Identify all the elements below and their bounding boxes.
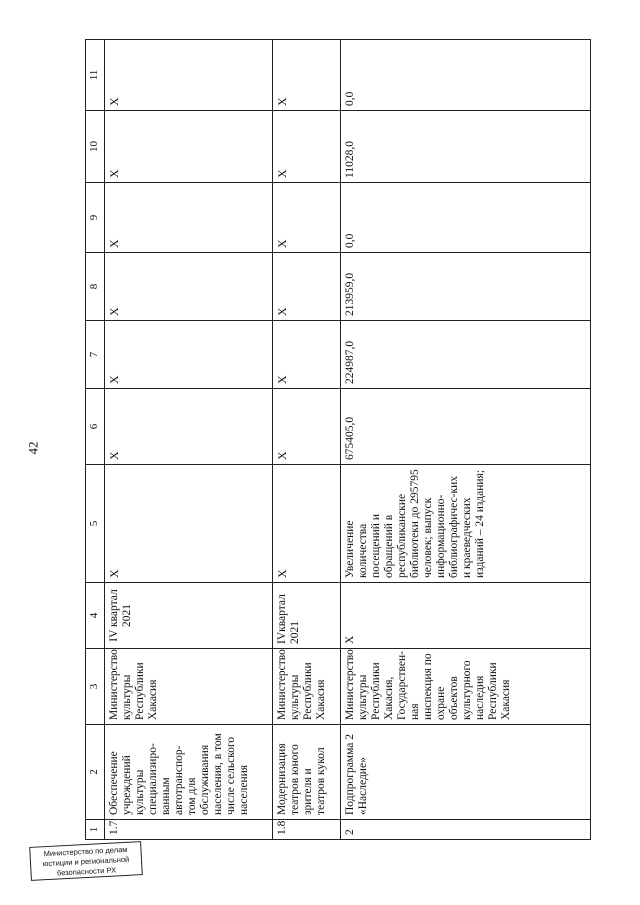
row-number: 2 [341,820,591,840]
stamp-line: юстиции и региональной [42,854,130,869]
responsible-executor: Министерство культуры Республики Хакасия [273,649,341,725]
responsible-executor: Министерство культуры Республики Хакасия, Государствен-ная инспекция по охране объектов культурного наследия Республики Хакасия [341,649,591,725]
header-row [86,40,105,840]
value-cell: 11028,0 [341,111,591,183]
value-cell: 213959,0 [341,253,591,321]
value-cell: Х [273,40,341,111]
responsible-executor: Министерство культуры Республики Хакасия [105,649,273,725]
row-number: 1.8 [273,820,341,840]
header-cell: 11 [86,40,105,111]
rotated-table-wrapper [85,40,585,840]
value-cell: Х [273,389,341,465]
result-cell: Х [105,465,273,583]
value-cell: Х [105,389,273,465]
measure-name: Подпрограмма 2 «Наследие» [341,725,591,820]
value-cell: Х [273,183,341,253]
header-cell: 4 [86,583,105,649]
table-row [273,40,341,840]
data-table [85,39,591,840]
header-cell: 3 [86,649,105,725]
deadline: Х [341,583,591,649]
value-cell: Х [105,183,273,253]
value-cell: 224987,0 [341,321,591,389]
ministry-stamp [29,841,143,881]
value-cell: Х [105,111,273,183]
value-cell: 0,0 [341,183,591,253]
header-cell: 6 [86,389,105,465]
stamp-line: безопасности РХ [56,865,117,878]
value-cell: Х [273,253,341,321]
header-cell: 5 [86,465,105,583]
measure-name: Обеспечение учреждений культуры специализиро-ванным автотранспор-том для обслуживания населения, в том числе сельского населения [105,725,273,820]
header-cell: 7 [86,321,105,389]
header-cell: 8 [86,253,105,321]
result-cell: Х [273,465,341,583]
value-cell: Х [105,321,273,389]
header-cell: 9 [86,183,105,253]
header-cell: 10 [86,111,105,183]
value-cell: Х [273,111,341,183]
value-cell: 675405,0 [341,389,591,465]
table-row [341,40,591,840]
header-cell: 2 [86,725,105,820]
value-cell: Х [273,321,341,389]
result-cell: Увеличение количества посещений и обращений в республиканские библиотеки до 295795 человек; выпуск информационно-библиографичес-ких и краеведческих изданий – 24 издания; [341,465,591,583]
value-cell: 0,0 [341,40,591,111]
stamp-line: Министерство по делам [43,844,128,859]
row-number: 1.7 [105,820,273,840]
deadline: IVквартал 2021 [273,583,341,649]
measure-name: Модернизация театров юного зрителя и театров кукол [273,725,341,820]
header-cell: 1 [86,820,105,840]
value-cell: Х [105,40,273,111]
value-cell: Х [105,253,273,321]
page-number: 42 [25,441,41,455]
table-row [105,40,273,840]
deadline: IV квартал 2021 [105,583,273,649]
